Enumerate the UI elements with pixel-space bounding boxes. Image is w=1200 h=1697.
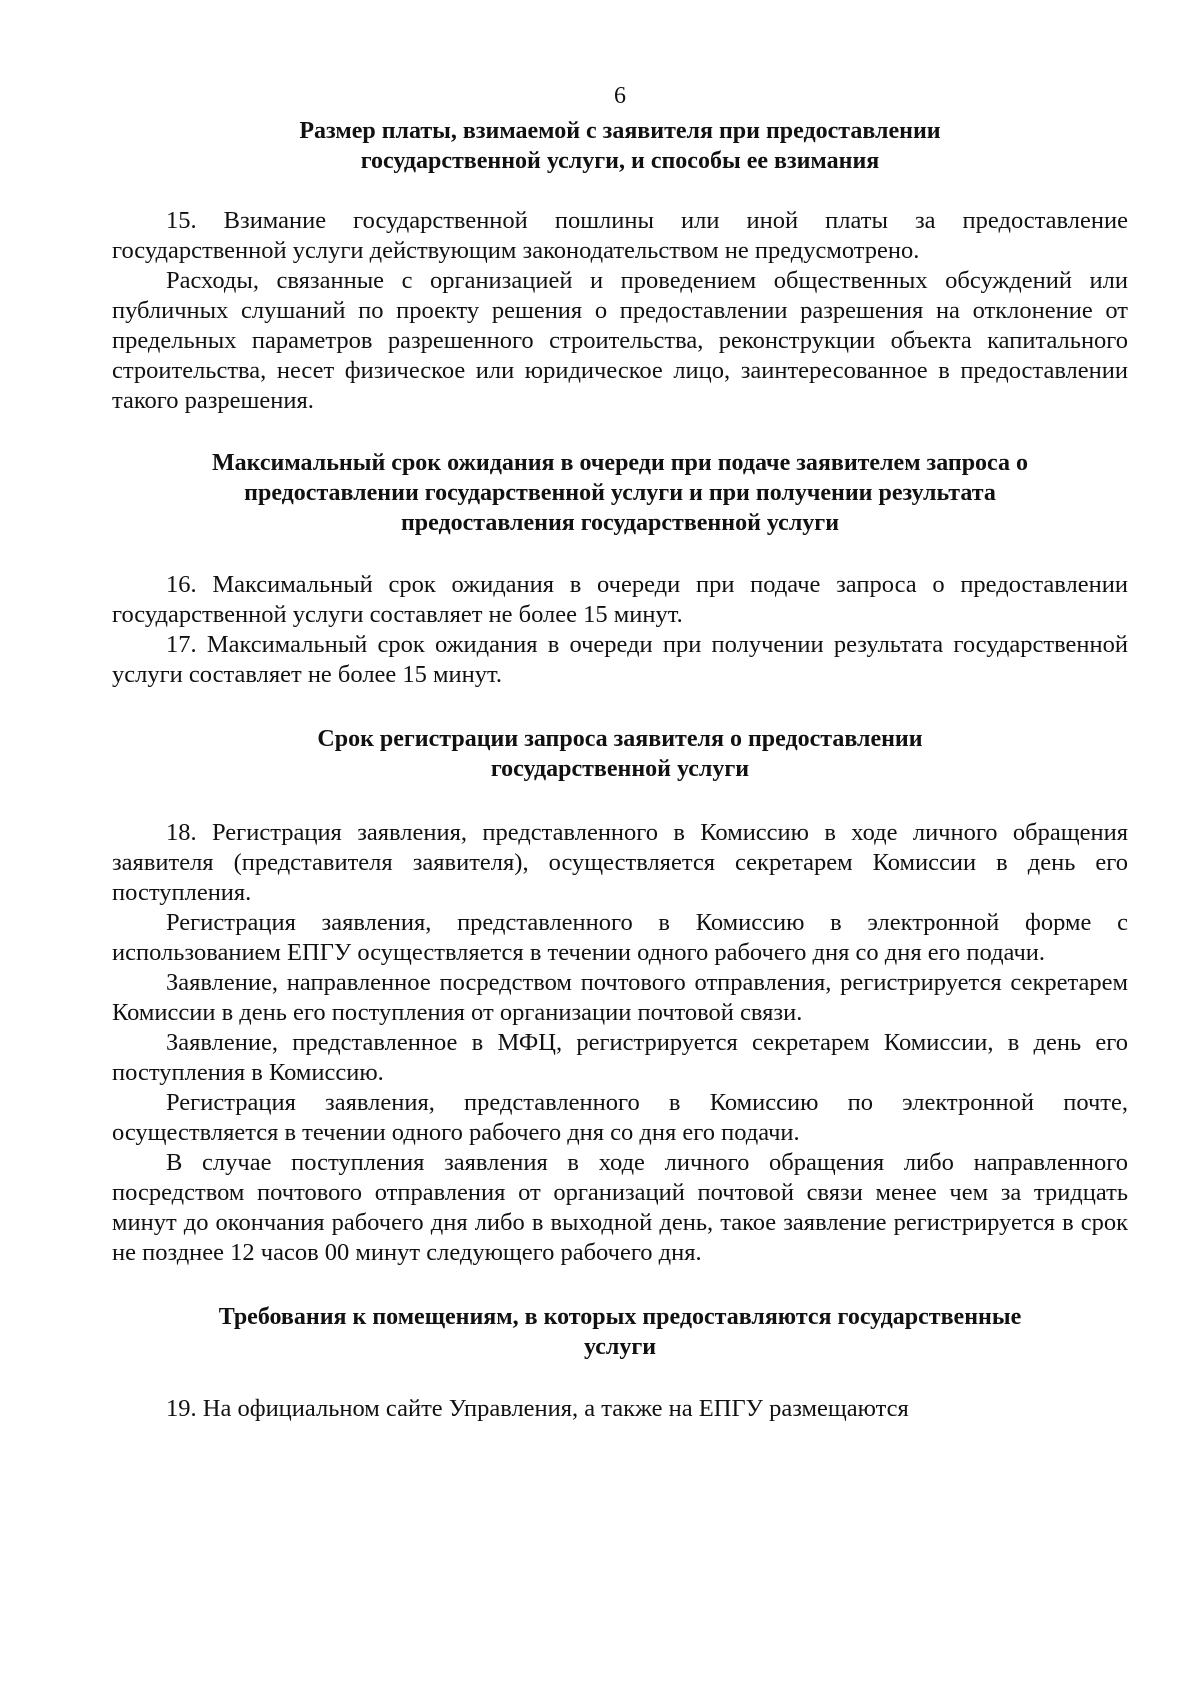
paragraph-email-registration: Регистрация заявления, представленного в Комиссию по электронной почте, осуществляется в течении одного рабочего дня со дня его подачи. — [112, 1089, 1128, 1146]
paragraph-18: 18. Регистрация заявления, представленного в Комиссию в ходе личного обращения заявителя (представителя заявителя), осуществляется секретарем Комиссии в день его поступления. — [112, 819, 1128, 906]
paragraph-15: 15. Взимание государственной пошлины или иной платы за предоставление государственной услуги действующим законодательством не предусмотрено. — [112, 207, 1128, 264]
paragraph-mfc-registration: Заявление, представленное в МФЦ, регистрируется секретарем Комиссии, в день его поступления в Комиссию. — [112, 1029, 1128, 1086]
section-premises — [112, 1302, 1128, 1424]
paragraph-expenses: Расходы, связанные с организацией и проведением общественных обсуждений или публичных слушаний по проекту решения о предоставлении разрешения на отклонение от предельных параметров разрешенного строительства, реконструкции объекта капитального строительства, несет физическое или юридическое лицо, заинтересованное в предоставлении такого разрешения. — [112, 267, 1128, 414]
paragraph-19: 19. На официальном сайте Управления, а также на ЕПГУ размещаются — [166, 1395, 909, 1422]
paragraph-17: 17. Максимальный срок ожидания в очереди при получении результата государственной услуги составляет не более 15 минут. — [112, 631, 1128, 688]
section-heading: Требования к помещениям, в которых предоставляются государственные услуги — [218, 1304, 1022, 1360]
paragraph-epgu-registration: Регистрация заявления, представленного в Комиссию в электронной форме с использованием ЕПГУ осуществляется в течении одного рабочего дня со дня его подачи. — [112, 909, 1128, 966]
paragraph-16: 16. Максимальный срок ожидания в очереди при подаче запроса о предоставлении государственной услуги составляет не более 15 минут. — [112, 571, 1128, 628]
paragraph-late-registration: В случае поступления заявления в ходе личного обращения либо направленного посредством почтового отправления от организаций почтовой связи менее чем за тридцать минут до окончания рабочего дня либо в выходной день, такое заявление регистрируется в срок не позднее 12 часов 00 минут следующего рабочего дня. — [112, 1149, 1128, 1266]
section-fee — [112, 116, 1128, 416]
section-queue-time — [112, 448, 1128, 690]
section-heading: Срок регистрации запроса заявителя о предоставлении государственной услуги — [317, 726, 923, 782]
paragraph-postal-registration: Заявление, направленное посредством почтового отправления, регистрируется секретарем Комиссии в день его поступления от организации почтовой связи. — [112, 969, 1128, 1026]
page-number: 6 — [614, 83, 626, 109]
section-heading: Максимальный срок ожидания в очереди при подаче заявителем запроса о предоставлении государственной услуги и при получении результата предоставления государственной услуги — [211, 450, 1028, 536]
section-registration — [112, 724, 1128, 1268]
section-heading: Размер платы, взимаемой с заявителя при предоставлении государственной услуги, и способы ее взимания — [299, 118, 941, 174]
